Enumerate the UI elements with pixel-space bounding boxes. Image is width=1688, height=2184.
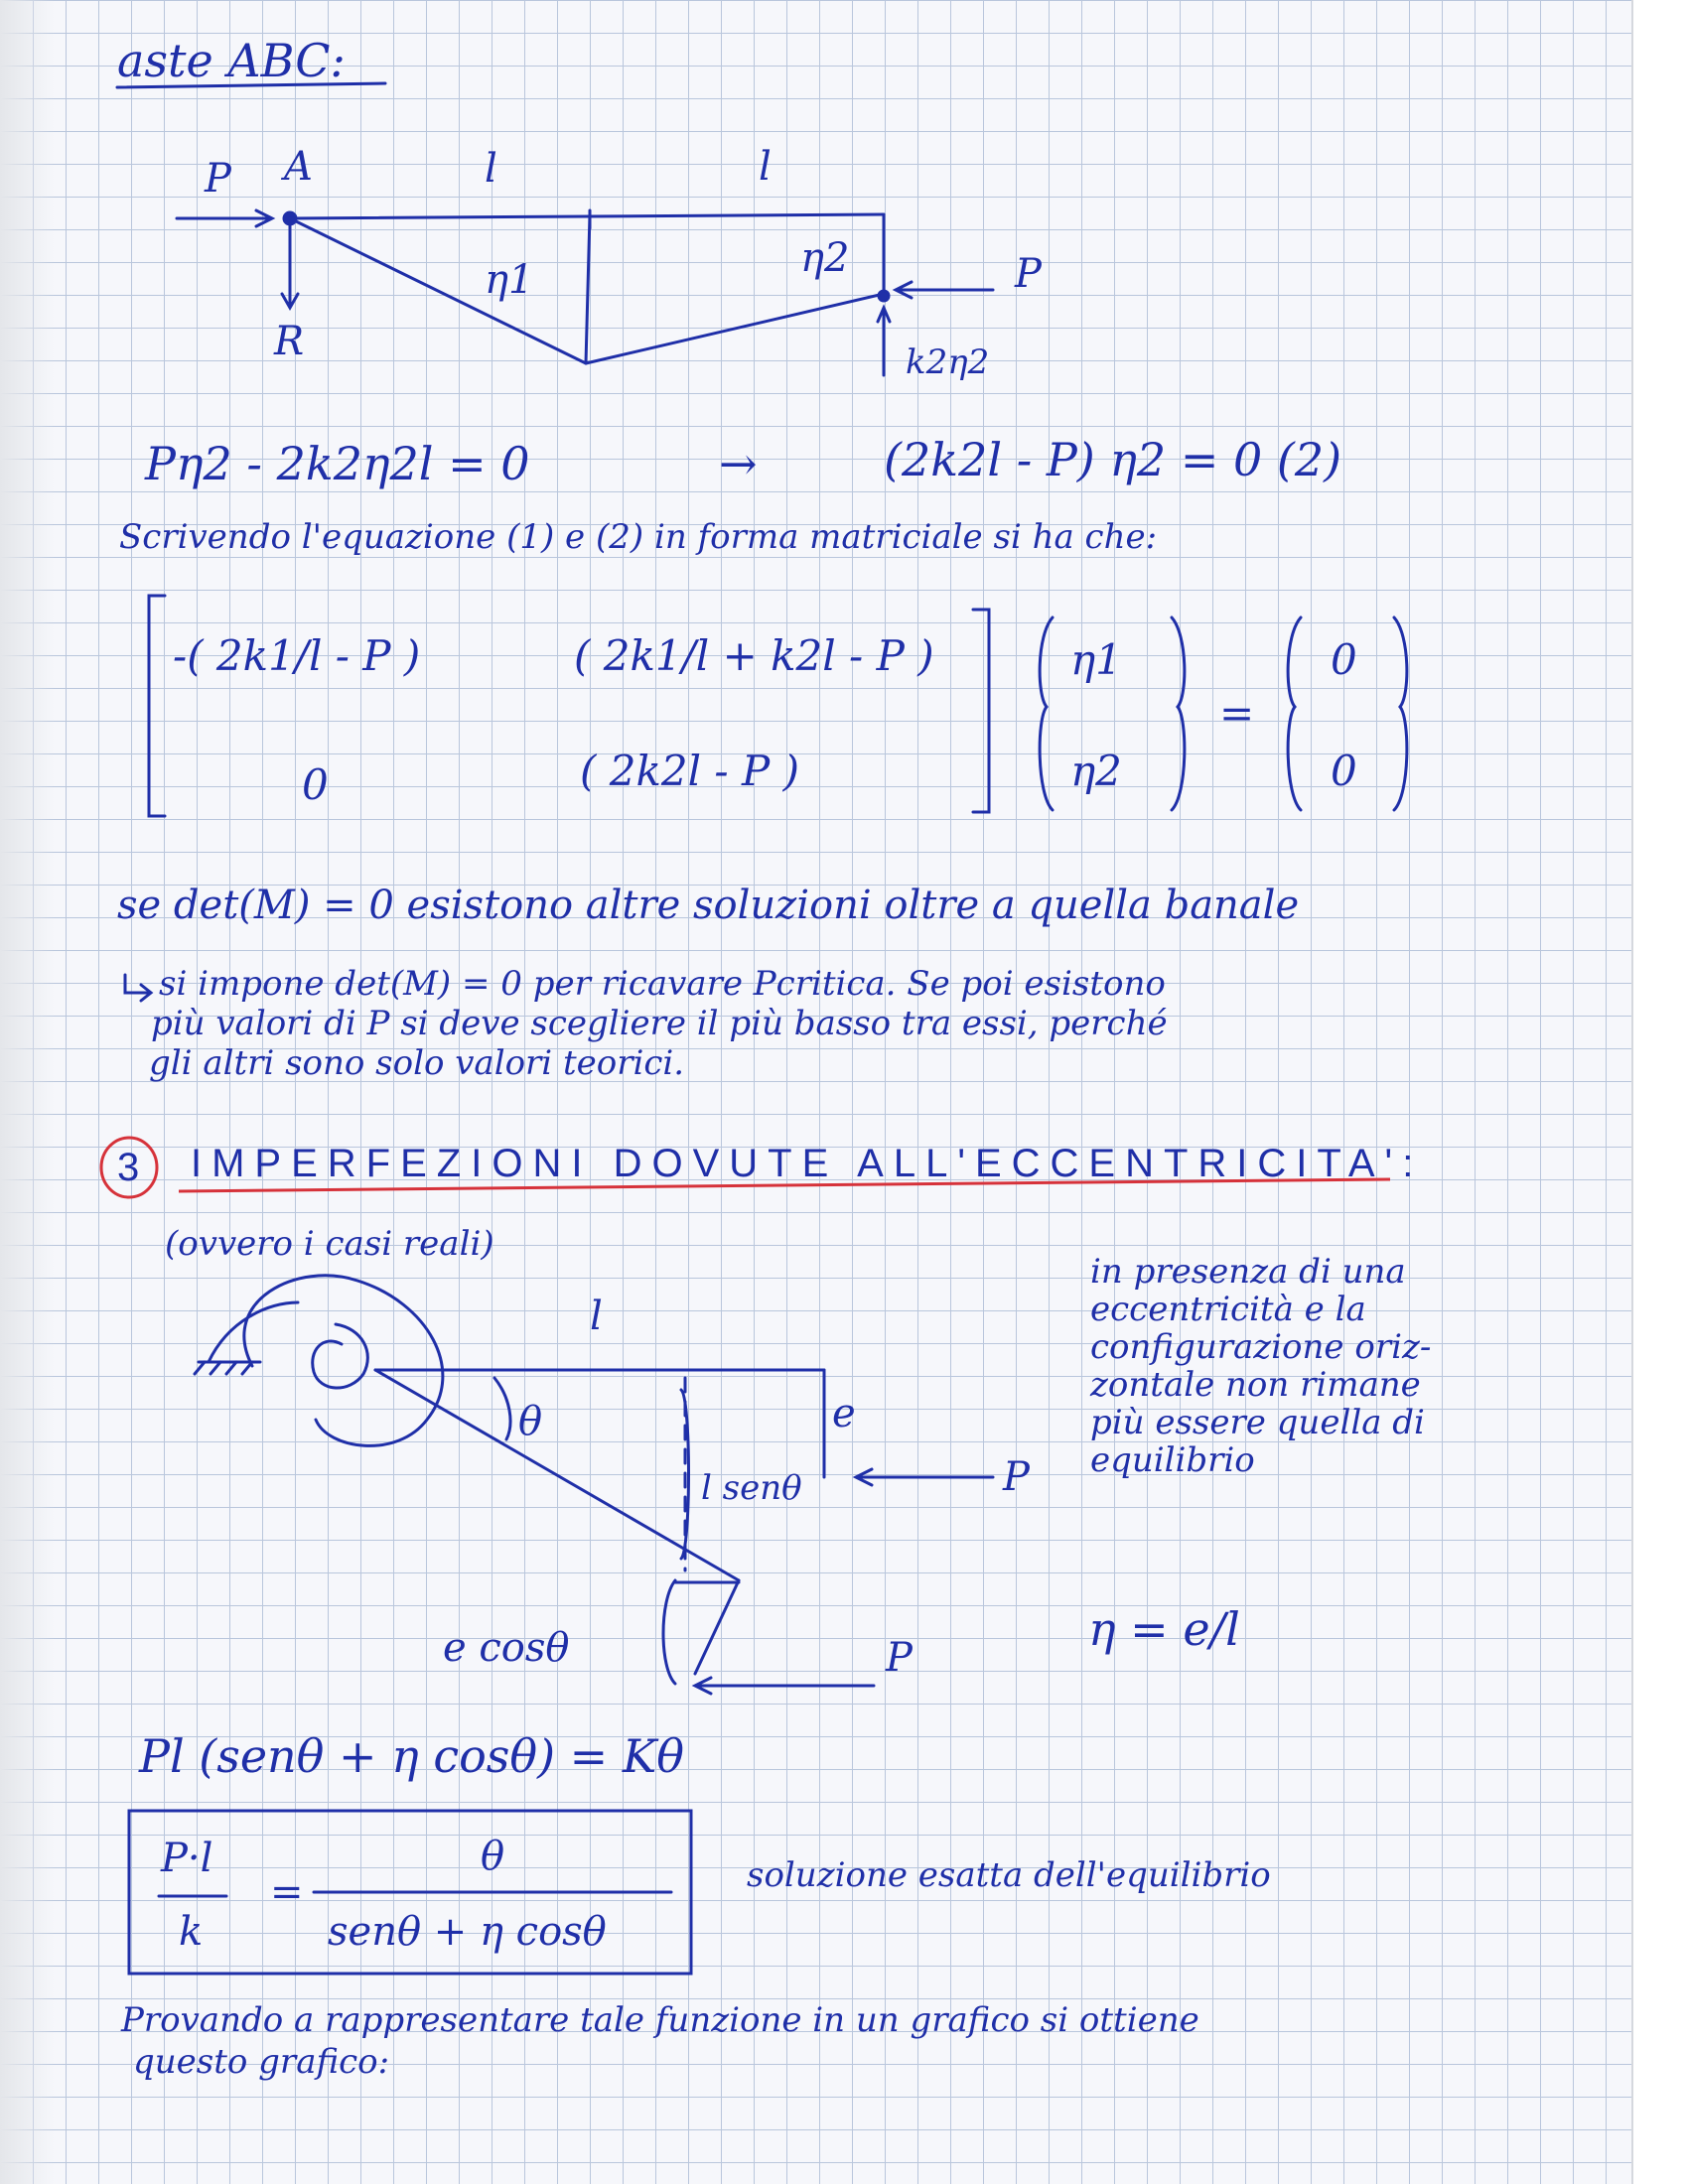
fig2-label-theta: θ [518, 1399, 543, 1444]
fig1-hinge-vertical [586, 214, 590, 363]
section3-number: 3 [117, 1146, 140, 1189]
fig2-label-e: e [832, 1391, 856, 1436]
fig1-bar-2 [586, 294, 884, 363]
fig2-theta-arc [494, 1378, 510, 1439]
fig1-label-P-left: P [205, 156, 231, 202]
fig2-label-l: l [590, 1294, 603, 1339]
side-note-line: eccentricità e la [1090, 1290, 1366, 1329]
equation-2-right: (2k2l - P) η2 = 0 (2) [884, 433, 1342, 486]
boxed-lhs-denominator: k [179, 1909, 204, 1955]
section-label: aste ABC: [117, 34, 346, 87]
rhs-right-brace [1394, 617, 1407, 810]
fig2-label-P2: P [886, 1635, 913, 1681]
fig2-ground-hatch [195, 1362, 252, 1374]
fig1-label-A: A [284, 144, 313, 190]
fig1-label-R: R [274, 319, 305, 364]
fig2-label-ecos: e cosθ [443, 1625, 570, 1671]
vector-left-brace [1040, 617, 1053, 810]
side-note-line: configurazione oriz- [1090, 1327, 1432, 1367]
matrix-m22: ( 2k2l - P ) [580, 747, 799, 795]
vector-eta1: η1 [1070, 635, 1122, 684]
matrix-m12: ( 2k1/l + k2l - P ) [574, 631, 934, 680]
equation-2-left: Pη2 - 2k2η2l = 0 [145, 437, 530, 490]
fig2-rotated-offset [695, 1580, 739, 1674]
boxed-caption: soluzione esatta dell'equilibrio [747, 1855, 1271, 1895]
matrix-right-bracket [973, 610, 989, 812]
fig1-label-l2: l [759, 144, 772, 190]
main-equation: Pl (senθ + η cosθ) = Kθ [139, 1729, 684, 1783]
closing-line1: Provando a rappresentare tale funzione in un grafico si ottiene [121, 2000, 1199, 2040]
side-note-line: più essere quella di [1090, 1403, 1425, 1442]
side-note-line: equilibrio [1090, 1440, 1255, 1480]
section3-title: IMPERFEZIONI DOVUTE ALL'ECCENTRICITA': [191, 1142, 1424, 1185]
matrix-left-bracket [149, 596, 165, 816]
boxed-rhs-numerator: θ [481, 1834, 505, 1879]
note-arrow-line3: gli altri sono solo valori teorici. [149, 1043, 685, 1083]
fig1-label-eta2: η2 [800, 235, 850, 281]
matrix-intro-sentence: Scrivendo l'equazione (1) e (2) in forma matriciale si ha che: [119, 517, 1158, 557]
fig1-label-eta1: η1 [485, 257, 534, 303]
rhs-r2: 0 [1331, 747, 1357, 795]
fig1-label-k2eta2: k2η2 [906, 342, 990, 382]
fig2-label-P1: P [1003, 1454, 1030, 1500]
fig1-label-l1: l [485, 146, 497, 192]
side-note-line: zontale non rimane [1090, 1365, 1421, 1405]
fig2-ecos-brace [663, 1580, 675, 1684]
eta-definition: η = e/l [1088, 1602, 1240, 1656]
side-note-line: in presenza di una [1090, 1252, 1406, 1292]
equation-arrow: → [719, 437, 758, 490]
rhs-left-brace [1288, 617, 1301, 810]
boxed-rhs-denominator: senθ + η cosθ [328, 1909, 607, 1955]
note-arrow-line2: più valori di P si deve scegliere il più basso tra essi, perché [151, 1004, 1168, 1043]
fig1-reference-line [290, 214, 884, 218]
side-note [1090, 1253, 1626, 1479]
fig1-bar-1 [290, 218, 586, 363]
vector-eta2: η2 [1070, 747, 1122, 795]
boxed-lhs-numerator: P·l [161, 1836, 213, 1881]
vector-right-brace [1172, 617, 1185, 810]
note-det: se det(M) = 0 esistono altre soluzioni oltre a quella banale [117, 883, 1300, 928]
fig1-label-P-right: P [1015, 251, 1042, 297]
section3-subtitle: (ovvero i casi reali) [165, 1224, 494, 1264]
matrix-m21: 0 [302, 760, 329, 809]
fig2-rotational-spring-inner [313, 1324, 368, 1388]
note-arrow-line1: si impone det(M) = 0 per ricavare Pcritica. Se poi esistono [159, 964, 1166, 1004]
fig2-label-lsen: l senθ [701, 1468, 802, 1508]
fig1-node-C [879, 291, 889, 301]
boxed-equals: = [270, 1869, 304, 1915]
section-label-underline [117, 83, 385, 87]
matrix-m11: -( 2k1/l - P ) [173, 631, 421, 680]
closing-line2: questo grafico: [133, 2042, 390, 2082]
fig2-spring-arm [209, 1302, 298, 1362]
fig2-rotational-spring-outer [244, 1276, 443, 1446]
rhs-r1: 0 [1331, 635, 1357, 684]
matrix-equals: = [1219, 689, 1255, 738]
